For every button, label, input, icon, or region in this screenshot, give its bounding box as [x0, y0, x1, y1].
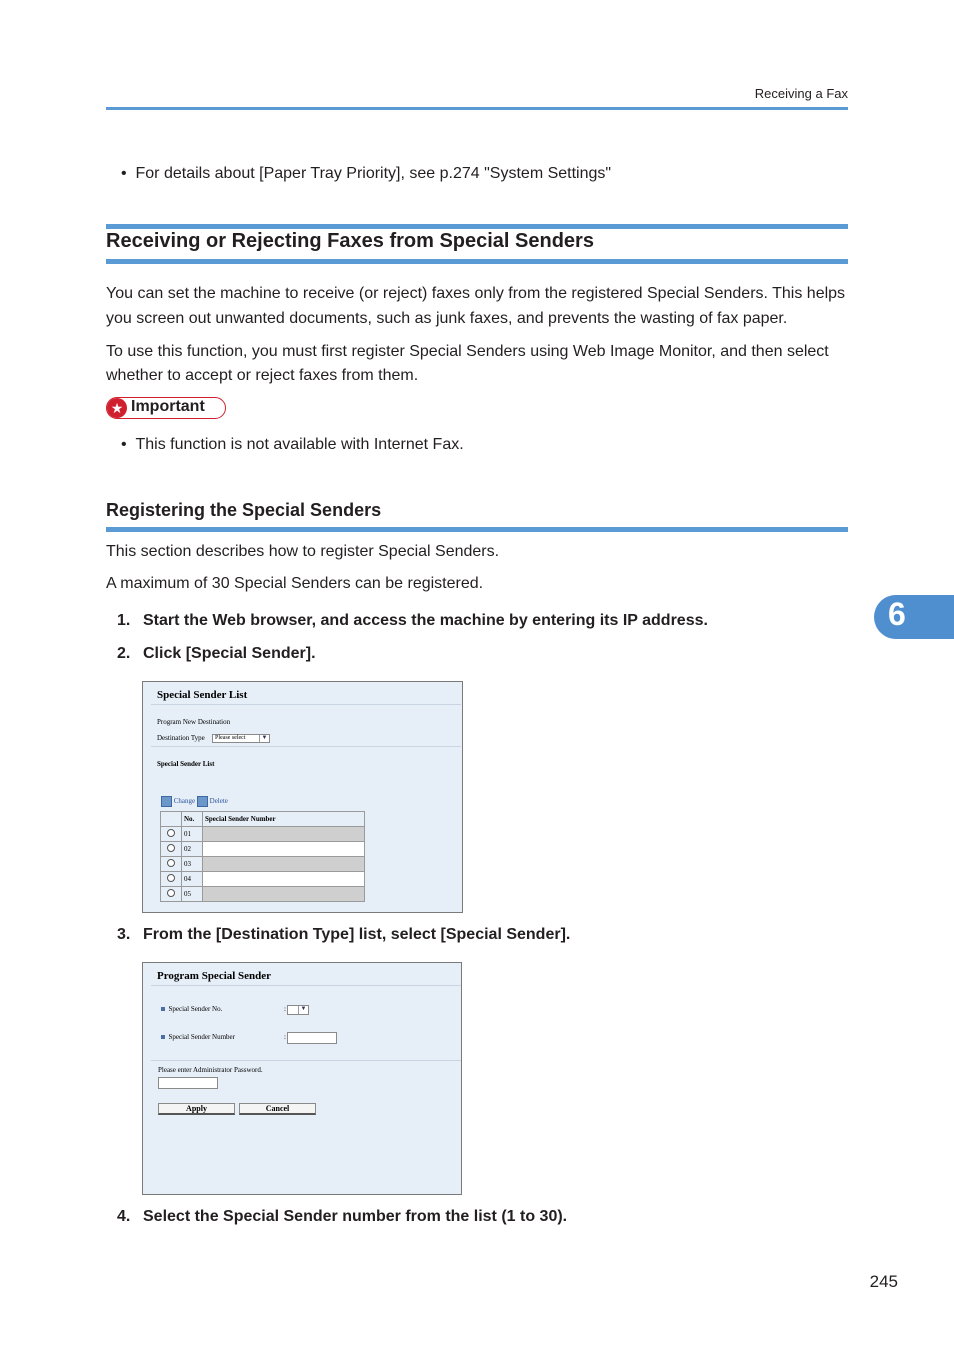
change-link[interactable]: Change	[173, 797, 196, 806]
column-header-no: No.	[182, 812, 203, 827]
special-sender-table	[160, 811, 365, 902]
step-3-number: 3.	[117, 926, 131, 943]
row-no: 05	[182, 887, 203, 902]
special-sender-list-screenshot	[142, 681, 463, 913]
paragraph-1-line-1: You can set the machine to receive (or reject) faxes only from the registered Special Senders. This helps	[106, 285, 846, 302]
list-actions	[161, 796, 228, 807]
chevron-down-icon: ▼	[298, 1006, 308, 1014]
important-bullet-text: This function is not available with Internet Fax.	[135, 436, 464, 453]
step-2-text: Click [Special Sender].	[143, 645, 316, 662]
screen1-separator-1	[151, 704, 461, 705]
delete-link[interactable]: Delete	[209, 797, 228, 806]
table-row[interactable]	[161, 857, 365, 872]
table-row[interactable]	[161, 887, 365, 902]
delete-icon	[197, 796, 208, 807]
table-header-row	[161, 812, 365, 827]
screen1-title: Special Sender List	[157, 689, 248, 701]
program-new-destination-label: Program New Destination	[157, 718, 231, 726]
screen1-separator-2	[151, 746, 461, 747]
section-title: Receiving or Rejecting Faxes from Special Senders	[106, 230, 594, 252]
radio-button[interactable]	[167, 844, 175, 852]
paragraph-1-line-2: you screen out unwanted documents, such as junk faxes, and prevents the wasting of fax paper.	[106, 310, 788, 327]
running-header: Receiving a Fax	[754, 86, 848, 101]
row-number	[203, 842, 365, 857]
bullet-square-icon	[161, 1035, 165, 1039]
row-radio[interactable]	[161, 857, 182, 872]
bullet-square-icon	[161, 1007, 165, 1011]
row-radio[interactable]	[161, 872, 182, 887]
row-number	[203, 887, 365, 902]
header-rule	[106, 107, 848, 110]
page-number: 245	[869, 1272, 898, 1291]
paragraph-4: A maximum of 30 Special Senders can be registered.	[106, 575, 484, 592]
header-select-cell	[161, 812, 182, 827]
destination-type-select[interactable]	[212, 734, 270, 743]
field-special-sender-no	[161, 1005, 222, 1013]
row-no: 01	[182, 827, 203, 842]
special-sender-number-input[interactable]	[287, 1032, 337, 1044]
password-label: Please enter Administrator Password.	[158, 1066, 263, 1074]
subsection-title: Registering the Special Senders	[106, 500, 382, 520]
step-4-text: Select the Special Sender number from the list (1 to 30).	[143, 1208, 568, 1225]
colon-2: :	[284, 1033, 286, 1041]
paragraph-3: This section describes how to register Special Senders.	[106, 543, 500, 560]
step-1-text: Start the Web browser, and access the machine by entering its IP address.	[143, 612, 708, 629]
step-2-number: 2.	[117, 645, 131, 662]
change-icon	[161, 796, 172, 807]
radio-button[interactable]	[167, 859, 175, 867]
paragraph-2-line-1: To use this function, you must first register Special Senders using Web Image Monitor, and then select	[106, 343, 829, 360]
colon-1: :	[284, 1005, 286, 1013]
screen2-separator-1	[151, 985, 461, 986]
radio-button[interactable]	[167, 889, 175, 897]
apply-button[interactable]: Apply	[158, 1103, 235, 1115]
special-sender-no-select[interactable]	[287, 1005, 309, 1015]
radio-button[interactable]	[167, 874, 175, 882]
special-sender-number-label: Special Sender Number	[168, 1033, 235, 1041]
table-row[interactable]	[161, 827, 365, 842]
step-1-number: 1.	[117, 612, 131, 629]
screen2-title: Program Special Sender	[157, 970, 272, 982]
row-radio[interactable]	[161, 887, 182, 902]
list-heading: Special Sender List	[157, 760, 215, 768]
chapter-number: 6	[888, 596, 906, 632]
cancel-button[interactable]: Cancel	[239, 1103, 316, 1115]
destination-type-value: Please select	[215, 735, 246, 741]
program-special-sender-screenshot	[142, 962, 462, 1195]
row-no: 03	[182, 857, 203, 872]
admin-password-input[interactable]	[158, 1077, 218, 1089]
row-number	[203, 872, 365, 887]
chevron-down-icon: ▼	[259, 735, 269, 742]
star-icon: ★	[107, 398, 127, 418]
row-number	[203, 857, 365, 872]
section-rule-bottom	[106, 259, 848, 264]
intro-bullet: • For details about [Paper Tray Priority], see p.274 "System Settings"	[121, 165, 612, 182]
important-label: Important	[131, 398, 205, 415]
step-3-text: From the [Destination Type] list, select [Special Sender].	[143, 926, 571, 943]
radio-button[interactable]	[167, 829, 175, 837]
intro-bullet-text: For details about [Paper Tray Priority], see p.274 "System Settings"	[135, 165, 612, 182]
table-row[interactable]	[161, 842, 365, 857]
destination-type-label: Destination Type	[157, 734, 205, 742]
row-radio[interactable]	[161, 842, 182, 857]
special-sender-no-label: Special Sender No.	[168, 1005, 223, 1013]
paragraph-2-line-2: whether to accept or reject faxes from them.	[106, 367, 419, 384]
table-row[interactable]	[161, 872, 365, 887]
field-special-sender-number	[161, 1033, 235, 1041]
chapter-tab	[874, 595, 954, 639]
screen2-separator-2	[151, 1060, 461, 1061]
section-rule-top	[106, 224, 848, 229]
important-bullet: • This function is not available with Internet Fax.	[121, 436, 464, 453]
subsection-rule	[106, 527, 848, 532]
row-radio[interactable]	[161, 827, 182, 842]
row-number	[203, 827, 365, 842]
row-no: 04	[182, 872, 203, 887]
column-header-number: Special Sender Number	[203, 812, 365, 827]
row-no: 02	[182, 842, 203, 857]
step-4-number: 4.	[117, 1208, 131, 1225]
